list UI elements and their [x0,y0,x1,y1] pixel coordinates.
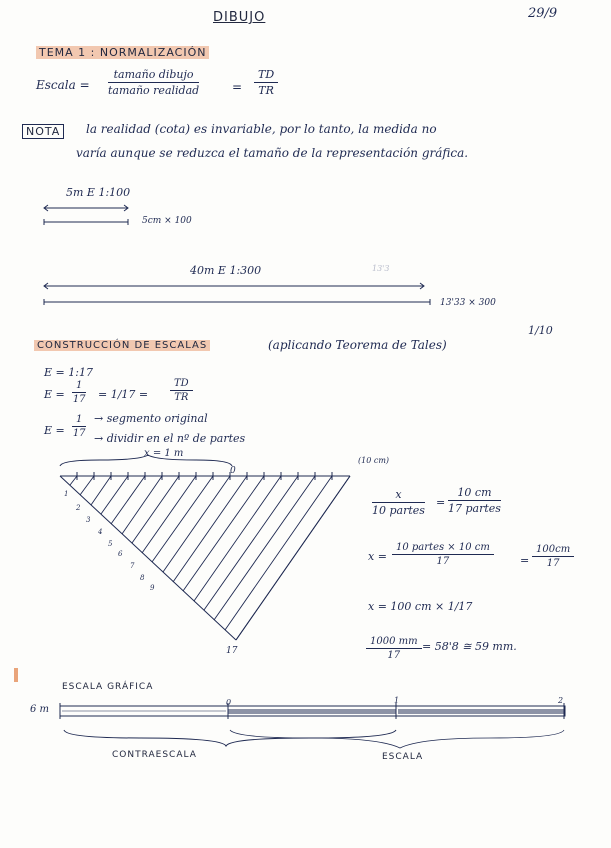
seventeen-denominator: 17 [72,394,86,405]
note-line-2: varía aunque se reduzca el tamaño de la representación gráfica. [76,146,469,160]
td-label: TD [254,68,278,83]
diagram-num-4: 4 [98,528,103,536]
diagram-num-5: 5 [108,540,113,548]
diagram-num-1: 1 [64,490,69,498]
contraescala-label: CONTRAESCALA [112,750,197,760]
note-line-1: la realidad (cota) es invariable, por lo tanto, la medida no [86,122,437,136]
diagram-cm-label: (10 cm) [358,456,390,465]
example2-bottom: 13'33 × 300 [440,298,496,308]
example1-bottom: 5cm × 100 [142,216,192,226]
example1-top: 5m E 1:100 [66,186,131,199]
calc2-lhs: x = [368,550,387,563]
graphic-scale-tick-2: 2 [558,696,564,705]
calc2-denominator: 17 [436,556,450,567]
formula-equals: = [232,80,243,94]
one-numerator-2: 1 [72,414,86,427]
tr-label-2: TR [174,392,189,403]
diagram-num-2: 2 [76,504,81,512]
diagram-x-label: x = 1 m [144,448,184,459]
scale-line-2-prefix: E = [44,388,65,401]
fraction-numerator: tamaño dibujo [108,68,199,83]
example2-top: 40m E 1:300 [190,264,262,277]
graphic-scale-tick-0: 0 [226,698,232,707]
section-heading-construccion: CONSTRUCCIÓN DE ESCALAS [34,340,210,351]
diagram-zero: 0 [230,466,236,476]
seventeen-denominator-2: 17 [72,428,86,439]
diagram-left-edge [60,476,236,640]
tr-label: TR [258,84,274,97]
calc4-1000mm: 1000 mm [366,636,422,649]
graphic-scale-bar [60,703,565,748]
graphic-scale-left-label: 6 m [30,704,50,715]
calc1-10-partes: 10 partes [372,504,425,517]
contraescala-brace [64,730,396,746]
diagram-seventeen: 17 [226,646,238,656]
calc2-100cm: 100cm [532,544,574,557]
fraction-denominator: tamaño realidad [108,84,200,97]
scale-line-1: E = 1:17 [44,366,93,379]
calc3: x = 100 cm × 1/17 [368,600,473,613]
section-subtitle: (aplicando Teorema de Tales) [268,338,447,352]
diagram-num-7: 7 [130,562,135,570]
calc1-equals: = [436,496,446,509]
escala-brace [230,730,564,748]
calc2-17: 17 [546,558,560,569]
scale-line-2-middle: = 1/17 = [98,388,149,401]
calc1-x: x [372,488,425,503]
orange-marker [14,668,18,682]
diagram-num-8: 8 [140,574,145,582]
arrow-dividir: → dividir en el nº de partes [94,432,246,445]
formula-label: Escala = [36,78,90,92]
scale-line-3-prefix: E = [44,424,65,437]
one-numerator: 1 [72,380,86,393]
section-heading-normalizacion: TEMA 1 : NORMALIZACIÓN [36,46,209,59]
calc2-numerator: 10 partes × 10 cm [392,542,494,555]
calc1-10cm: 10 cm [448,486,501,501]
td-label-2: TD [170,378,193,391]
calc2-equals: = [520,554,530,567]
arrow-segmento: → segmento original [94,412,208,425]
calc4-17: 17 [387,650,401,661]
calc4-result: = 58'8 ≅ 59 mm. [422,640,517,653]
example2-faint: 13'3 [372,264,390,273]
escala-label: ESCALA [382,752,424,762]
fraction-note: 1/10 [528,324,553,337]
page-date: 29/9 [528,6,558,21]
diagram-num-3: 3 [86,516,91,524]
calc1-17-partes: 17 partes [448,502,501,515]
diagram-brace [60,455,232,466]
note-label: NOTA [22,124,64,139]
graphic-scale-title: ESCALA GRÁFICA [62,682,154,692]
graphic-scale-tick-1: 1 [394,696,400,705]
diagram-num-9: 9 [150,584,155,592]
diagram-num-6: 6 [118,550,123,558]
page-title: DIBUJO [213,10,266,25]
